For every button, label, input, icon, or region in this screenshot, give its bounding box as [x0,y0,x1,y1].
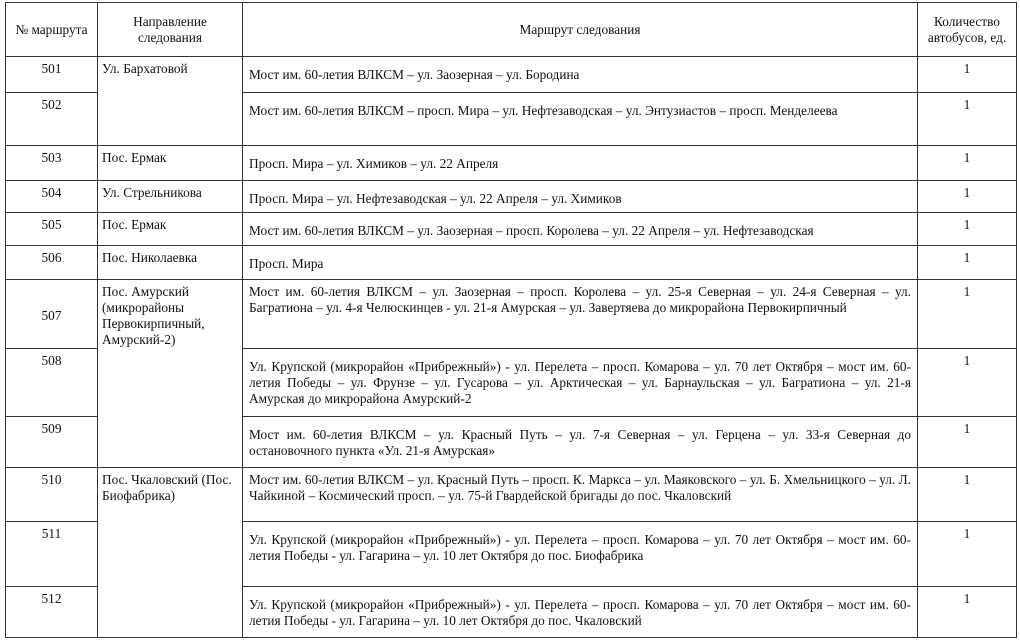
bus-count: 1 [918,57,1017,93]
table-row [6,246,1017,280]
bus-count: 1 [918,146,1017,181]
route-number: 510 [6,468,98,522]
route-path: Ул. Крупской (микрорайон «Прибрежный») - ул. Перелета – просп. Комарова – ул. 70 лет Октября – мост им. 60-летия Победы - ул. Гагарина – ул. 10 лет Октября до пос. Чкаловский [243,587,918,638]
route-number: 508 [6,349,98,417]
bus-count: 1 [918,213,1017,246]
bus-count: 1 [918,93,1017,146]
header-row [6,3,1017,57]
bus-count: 1 [918,587,1017,638]
header-number: № маршрута [6,3,98,57]
route-number: 502 [6,93,98,146]
route-direction: Пос. Ермак [98,213,243,246]
bus-count: 1 [918,349,1017,417]
route-path: Просп. Мира – ул. Нефтезаводская – ул. 22 Апреля – ул. Химиков [243,181,918,213]
bus-count: 1 [918,468,1017,522]
header-route: Маршрут следования [243,3,918,57]
table-row [6,213,1017,246]
route-number: 511 [6,522,98,587]
route-path: Мост им. 60-летия ВЛКСМ – ул. Заозерная – просп. Королева – ул. 22 Апреля – ул. Нефтезаводская [243,213,918,246]
route-path: Мост им. 60-летия ВЛКСМ – ул. Красный Путь – просп. К. Маркса – ул. Маяковского – ул. Б. Хмельницкого – ул. Л. Чайкиной – Космический просп. – ул. 75-й Гвардейской бригады до пос. Чкаловский [243,468,918,522]
route-number: 507 [6,280,98,349]
table-row [6,468,1017,522]
header-buses: Количество автобусов, ед. [918,3,1017,57]
route-path: Ул. Крупской (микрорайон «Прибрежный») - ул. Перелета – просп. Комарова – ул. 70 лет Октября – мост им. 60-летия Победы - ул. Гагарина – ул. 10 лет Октября до пос. Биофабрика [243,522,918,587]
route-number: 505 [6,213,98,246]
route-path: Просп. Мира [243,246,918,280]
route-number: 506 [6,246,98,280]
route-number: 512 [6,587,98,638]
route-path: Мост им. 60-летия ВЛКСМ – ул. Красный Путь – ул. 7-я Северная – ул. Герцена – ул. 33-я Северная до остановочного пункта «Ул. 21-я Амурская» [243,417,918,468]
table-row [6,57,1017,93]
bus-count: 1 [918,417,1017,468]
table-row [6,280,1017,349]
route-number: 501 [6,57,98,93]
bus-count: 1 [918,246,1017,280]
route-number: 509 [6,417,98,468]
route-direction: Пос. Амурский (микрорайоны Первокирпичный, Амурский-2) [98,280,243,468]
bus-count: 1 [918,280,1017,349]
table-row [6,181,1017,213]
route-direction: Пос. Николаевка [98,246,243,280]
route-path: Просп. Мира – ул. Химиков – ул. 22 Апреля [243,146,918,181]
route-direction: Ул. Бархатовой [98,57,243,146]
bus-count: 1 [918,181,1017,213]
routes-table [5,2,1017,638]
route-path: Мост им. 60-летия ВЛКСМ – ул. Заозерная – ул. Бородина [243,57,918,93]
route-direction: Пос. Чкаловский (Пос. Биофабрика) [98,468,243,638]
table-row [6,146,1017,181]
route-number: 504 [6,181,98,213]
route-path: Ул. Крупской (микрорайон «Прибрежный») - ул. Перелета – просп. Комарова – ул. 70 лет Октября – мост им. 60-летия Победы – ул. Фрунзе – ул. Гусарова – ул. Арктическая – ул. Барнаульская – ул. Багратиона – ул. 21-я Амурская до микрорайона Амурский-2 [243,349,918,417]
bus-count: 1 [918,522,1017,587]
route-direction: Пос. Ермак [98,146,243,181]
header-direction: Направление следования [98,3,243,57]
route-path: Мост им. 60-летия ВЛКСМ – ул. Заозерная – просп. Королева – ул. 25-я Северная – ул. 24-я Северная – ул. Багратиона – ул. 4-я Челюскинцев - ул. 21-я Амурская – ул. Завертяева до микрорайона Первокирпичный [243,280,918,349]
route-path: Мост им. 60-летия ВЛКСМ – просп. Мира – ул. Нефтезаводская – ул. Энтузиастов – просп. Менделеева [243,93,918,146]
route-direction: Ул. Стрельникова [98,181,243,213]
route-number: 503 [6,146,98,181]
